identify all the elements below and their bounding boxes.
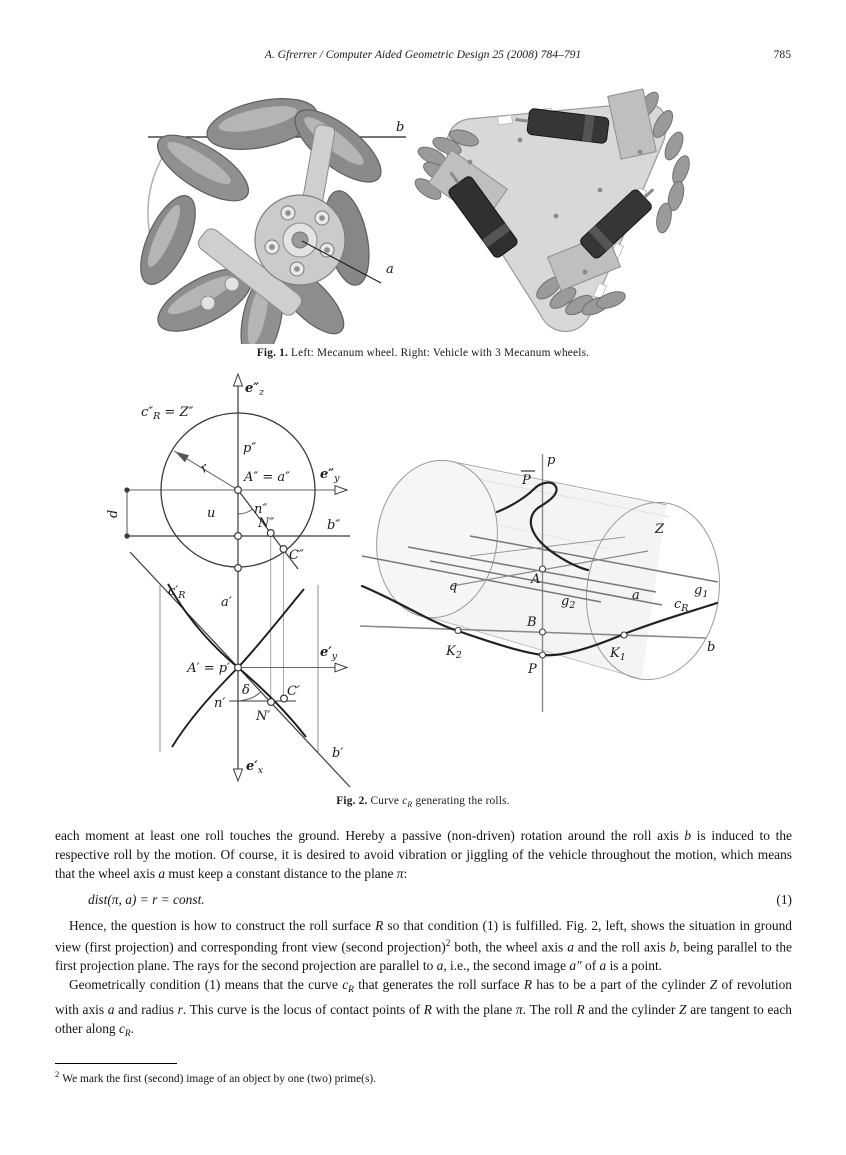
- fig2-right-diagram: [360, 452, 731, 712]
- label-g2-line: $g_2$: [561, 594, 576, 611]
- footnote-marker: 2: [55, 1069, 60, 1079]
- label-C1: C′: [287, 684, 300, 699]
- label-K2-point: $K_2$: [446, 644, 462, 661]
- paragraph-1: each moment at least one roll touches the ground. Hereby a passive (non-driven) rotation around the roll axis b is induced to the respective roll by the motion. Of course, it is desired to avoid vibration or jiggling of the vehicle throughout the motion, which means that the wheel axis a must keep a constant distance to the plane π:: [55, 828, 792, 881]
- label-b2: b″: [327, 518, 341, 533]
- page-number: 785: [773, 48, 791, 61]
- label-q-line: q: [449, 579, 458, 594]
- paragraph-3: Geometrically condition (1) means that the curve $c_R$ that generates the roll surface R has to be a part of the cylinder Z of revolution with axis a and radius r. This curve is the locus of contact points of R with the plane π. The roll R and the cylinder Z are tangent to each other along $c_R$.: [55, 977, 792, 1040]
- paragraph-2: Hence, the question is how to construct the roll surface R so that condition (1) is fulfilled. Fig. 2, left, shows the situation in ground view (first projection) and corresponding front view (second projection)$^2$ both, the wheel axis a and the roll axis b, being parallel to the first projection plane. The rays for the second projection are parallel to a, i.e., the second image a″ of a is a point.: [55, 918, 792, 974]
- equation-number: (1): [776, 892, 792, 907]
- equation-1: [55, 890, 792, 909]
- label-p2: p″: [243, 441, 257, 456]
- footnote-rule: [55, 1063, 177, 1064]
- label-n2: n″: [254, 502, 268, 517]
- label-ez-axis: $e''_z$: [245, 381, 265, 398]
- label-P-bar: P: [522, 473, 531, 488]
- label-axis-a: a: [386, 262, 394, 277]
- mecanum-wheel-image: [140, 90, 406, 344]
- label-b1: b′: [332, 746, 344, 761]
- label-N2: N″: [258, 516, 275, 531]
- equation-expression: dist(π, a) = r = const.: [88, 892, 205, 907]
- label-n1: n′: [214, 696, 226, 711]
- label-K1-point: $K_1$: [610, 646, 626, 663]
- figure-2: [85, 368, 765, 795]
- label-cr1: $c'_R$: [168, 584, 186, 601]
- figure-1-caption: Fig. 1. Left: Mecanum wheel. Right: Vehicle with 3 Mecanum wheels.: [256, 347, 590, 359]
- label-b-line: b: [707, 640, 716, 655]
- label-g1-line: $g_1$: [694, 583, 709, 600]
- label-a-axis: a: [632, 588, 640, 603]
- label-a1: a′: [221, 595, 232, 610]
- label-axis-b: b: [396, 120, 405, 135]
- figure-2-caption: Fig. 2. Curve $c_R$ generating the rolls.: [336, 795, 510, 809]
- label-B-point: B: [527, 615, 537, 630]
- label-r: r: [197, 460, 211, 477]
- label-ex1-axis: $e'_x$: [246, 759, 264, 776]
- label-cylinder-Z: Z: [655, 522, 665, 537]
- label-p-line: p: [547, 453, 556, 468]
- label-P-point: P: [528, 662, 537, 677]
- running-head: [55, 48, 791, 61]
- label-A2-a2: A″ = a″: [244, 470, 291, 485]
- body-text: [55, 826, 792, 1044]
- footnote-text: We mark the first (second) image of an object by one (two) prime(s).: [62, 1072, 377, 1085]
- footnote: [55, 1063, 792, 1085]
- label-ey1-axis: $e'_y$: [320, 645, 338, 662]
- label-cR-curve: $c_R$: [674, 597, 689, 614]
- label-u-angle: u: [207, 506, 216, 521]
- label-N1: N′: [256, 709, 271, 724]
- vehicle-image: [412, 89, 693, 332]
- label-C2: C″: [289, 548, 304, 563]
- label-ey2-axis: $e''_y$: [320, 467, 340, 484]
- fig2-left-diagram: [106, 374, 350, 787]
- label-A-point: A: [531, 572, 541, 587]
- label-crR-Z: $c''_R = Z''$: [141, 405, 194, 422]
- figure-1: [140, 78, 700, 344]
- label-delta-angle: δ: [242, 683, 250, 698]
- citation: A. Gfrerrer / Computer Aided Geometric Design 25 (2008) 784–791: [264, 48, 582, 61]
- label-A1-p1: A′ = p′: [187, 661, 230, 676]
- label-d-dimension: d: [106, 509, 121, 518]
